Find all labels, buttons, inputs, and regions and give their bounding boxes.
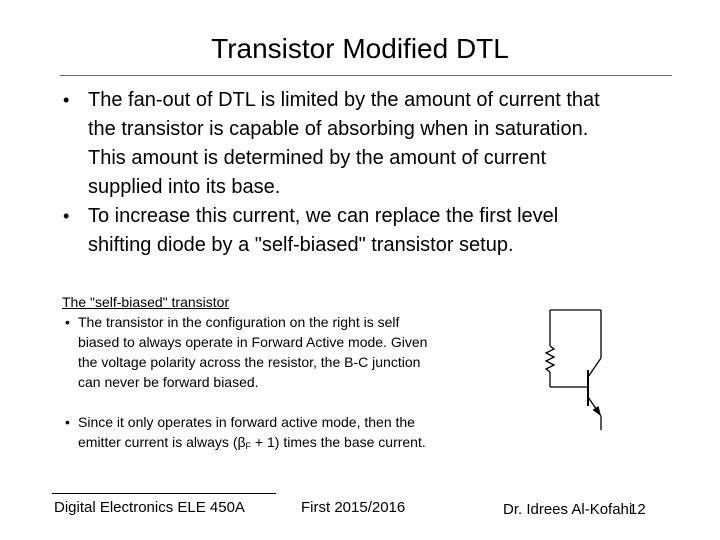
emitter-arrow-icon (593, 406, 602, 416)
sub-line-formula (78, 432, 492, 456)
sub-bullet-configuration (62, 312, 492, 392)
sub-line: the voltage polarity across the resistor, the B-C junction (78, 354, 421, 370)
formula-suffix: + 1) times the base current. (251, 434, 426, 450)
sub-bullet-emitter-current (62, 412, 492, 456)
footer-term: First 2015/2016 (301, 499, 406, 516)
sub-line: can never be forward biased. (78, 374, 259, 390)
bullet-marker: • (65, 414, 70, 430)
bullet-line: To increase this current, we can replace the first level (88, 205, 559, 227)
bullet-line: supplied into its base. (88, 176, 281, 198)
footer-author: Dr. Idrees Al-Kofahi (503, 501, 633, 518)
bullet-line: shifting diode by a "self-biased" transistor setup. (88, 234, 514, 256)
sub-line: The transistor in the configuration on the right is self (78, 314, 400, 330)
sub-line: biased to always operate in Forward Active mode. Given (78, 334, 428, 350)
collector-lead (588, 358, 601, 377)
bullet-increase-current (60, 202, 670, 260)
footer-divider (52, 493, 276, 494)
footer-course: Digital Electronics ELE 450A (54, 499, 245, 516)
page-number: 12 (629, 501, 646, 518)
bullet-line: This amount is determined by the amount of current (88, 147, 547, 169)
bullet-marker: • (63, 90, 70, 110)
bullet-fanout (60, 86, 670, 202)
beta-symbol: β (237, 434, 246, 450)
bullet-line: the transistor is capable of absorbing when in saturation. (88, 118, 589, 140)
main-bullet-list (60, 86, 670, 260)
self-biased-section (62, 292, 492, 456)
formula-prefix: emitter current is always ( (78, 434, 238, 450)
bullet-line: The fan-out of DTL is limited by the amount of current that (88, 89, 600, 111)
slide-title: Transistor Modified DTL (211, 33, 509, 64)
beta-subscript: F (245, 441, 252, 451)
bullet-marker: • (63, 206, 70, 226)
sub-line: Since it only operates in forward active mode, then the (78, 414, 415, 430)
resistor-symbol (546, 346, 554, 372)
section-heading: The "self-biased" transistor (62, 294, 230, 310)
self-biased-transistor-diagram (520, 306, 640, 432)
title-divider (60, 75, 672, 76)
bullet-marker: • (65, 314, 70, 330)
